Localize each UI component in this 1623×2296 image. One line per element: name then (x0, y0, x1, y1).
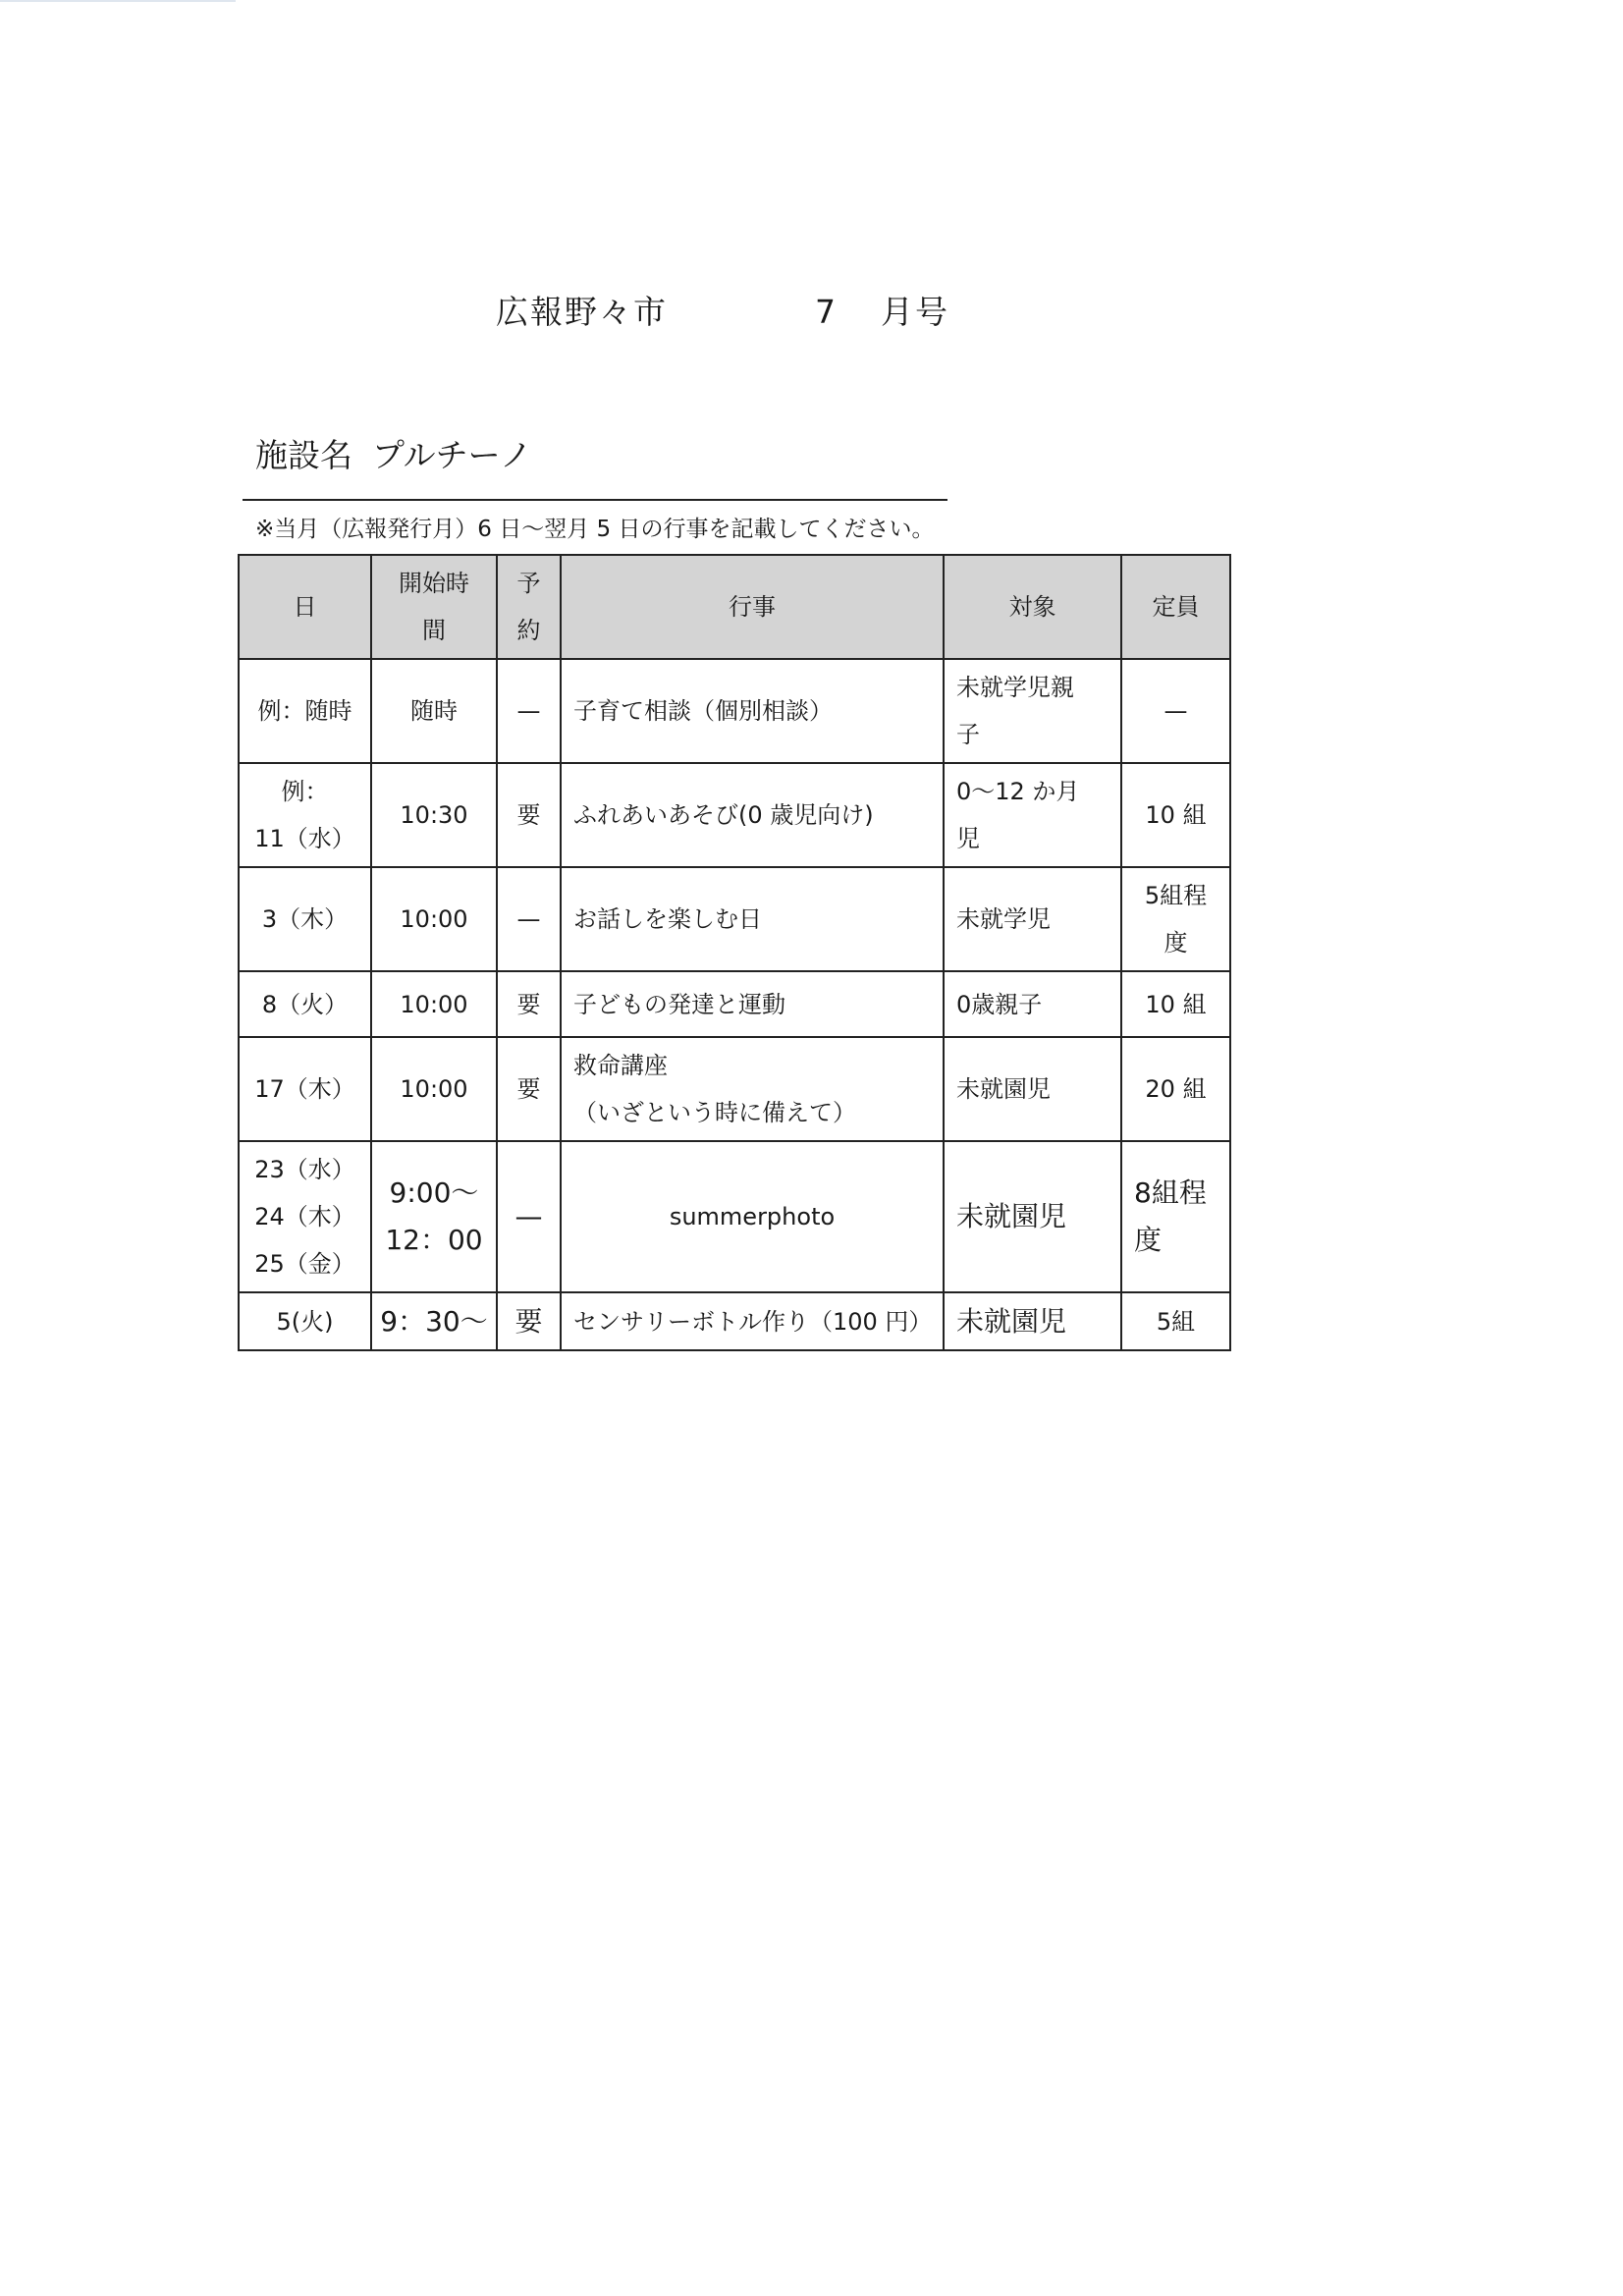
table-row (239, 867, 1230, 971)
page-title (496, 287, 949, 333)
cell-target: 0～12 か月 児 (944, 763, 1121, 867)
cell-reservation: — (497, 659, 561, 763)
cell-capacity: 5組程 度 (1121, 867, 1230, 971)
cell-start-time: 10:00 (371, 971, 497, 1037)
table-header-row (239, 555, 1230, 659)
cell-start-time: 10:00 (371, 1037, 497, 1141)
cell-capacity: 5組 (1121, 1292, 1230, 1350)
cell-start-time: 10:30 (371, 763, 497, 867)
cell-day: 3（木） (239, 867, 371, 971)
cell-day: 例： 11（水） (239, 763, 371, 867)
cell-reservation: — (497, 1141, 561, 1292)
cell-day: 23（水） 24（木） 25（金） (239, 1141, 371, 1292)
cell-capacity: 8組程 度 (1121, 1141, 1230, 1292)
instruction-note: ※当月（広報発行月）6 日～翌月 5 日の行事を記載してください。 (255, 517, 935, 542)
cell-capacity: — (1121, 659, 1230, 763)
month-number: 7 (815, 293, 838, 331)
cell-day: 8（火） (239, 971, 371, 1037)
cell-capacity: 10 組 (1121, 971, 1230, 1037)
cell-reservation: 要 (497, 971, 561, 1037)
cell-day: 17（木） (239, 1037, 371, 1141)
table-row (239, 659, 1230, 763)
cell-day: 例：随時 (239, 659, 371, 763)
month-label: 月号 (881, 293, 949, 331)
cell-target: 未就園児 (944, 1037, 1121, 1141)
cell-event: summerphoto (561, 1141, 944, 1292)
header-capacity: 定員 (1121, 555, 1230, 659)
table-row (239, 971, 1230, 1037)
cell-reservation: 要 (497, 1037, 561, 1141)
cell-start-time: 9：30～ (371, 1292, 497, 1350)
cell-capacity: 20 組 (1121, 1037, 1230, 1141)
cell-target: 0歳親子 (944, 971, 1121, 1037)
cell-reservation: 要 (497, 1292, 561, 1350)
header-day: 日 (239, 555, 371, 659)
scan-edge (0, 0, 236, 2)
cell-event: 救命講座 （いざという時に備えて） (561, 1037, 944, 1141)
facility-name: プルチーノ (372, 436, 533, 474)
cell-target: 未就学児親 子 (944, 659, 1121, 763)
cell-capacity: 10 組 (1121, 763, 1230, 867)
facility-heading (255, 430, 532, 476)
table-row (239, 1141, 1230, 1292)
table-row (239, 763, 1230, 867)
cell-reservation: 要 (497, 763, 561, 867)
events-table (238, 554, 1231, 1351)
header-target: 対象 (944, 555, 1121, 659)
cell-event: ふれあいあそび(0 歳児向け) (561, 763, 944, 867)
cell-event: 子育て相談（個別相談） (561, 659, 944, 763)
header-reservation: 予 約 (497, 555, 561, 659)
cell-start-time: 随時 (371, 659, 497, 763)
header-event: 行事 (561, 555, 944, 659)
facility-label: 施設名 (255, 436, 352, 474)
table-row (239, 1292, 1230, 1350)
cell-day: 5(火) (239, 1292, 371, 1350)
header-start-time: 開始時 間 (371, 555, 497, 659)
cell-reservation: — (497, 867, 561, 971)
cell-target: 未就学児 (944, 867, 1121, 971)
cell-target: 未就園児 (944, 1141, 1121, 1292)
cell-start-time: 9:00～ 12：00 (371, 1141, 497, 1292)
publication-name: 広報野々市 (496, 293, 668, 331)
table-row (239, 1037, 1230, 1141)
cell-event: 子どもの発達と運動 (561, 971, 944, 1037)
cell-start-time: 10:00 (371, 867, 497, 971)
cell-target: 未就園児 (944, 1292, 1121, 1350)
facility-underline (243, 499, 947, 501)
cell-event: お話しを楽しむ日 (561, 867, 944, 971)
cell-event: センサリーボトル作り（100 円） (561, 1292, 944, 1350)
